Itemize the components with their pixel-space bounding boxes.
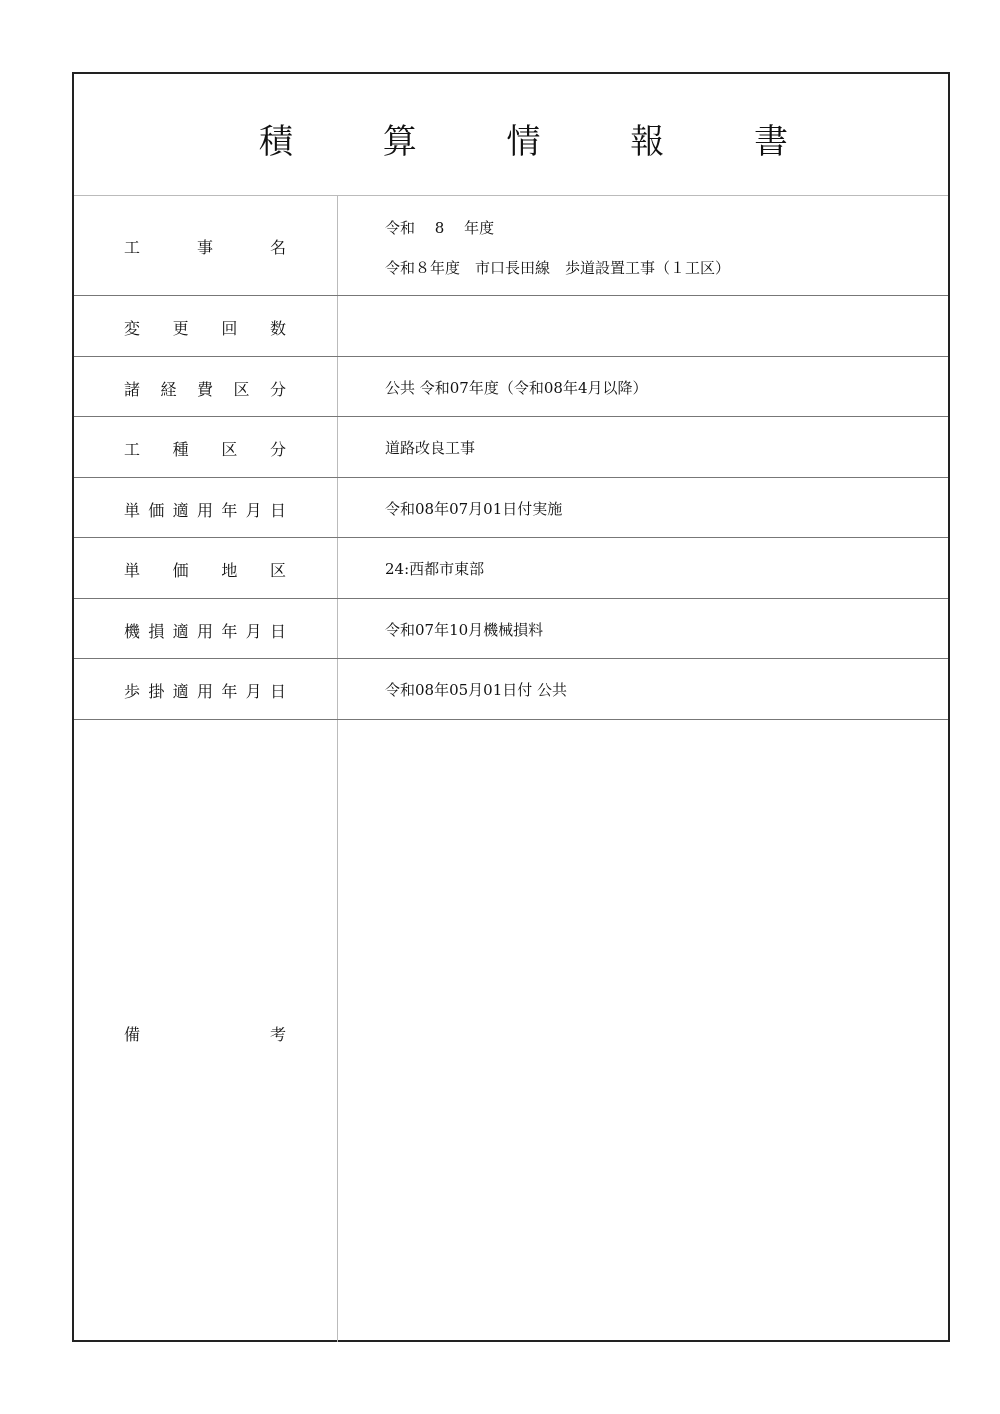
- document-title: [74, 114, 948, 163]
- label-unit-price-region: 単 価 地 区: [124, 561, 286, 580]
- title-row: [74, 74, 948, 196]
- title-char: 情: [506, 122, 541, 162]
- title-char: 報: [630, 122, 665, 162]
- title-char: 算: [382, 122, 417, 162]
- label-remarks: 備 考: [124, 1025, 286, 1044]
- value-work-type: 道路改良工事: [385, 439, 476, 457]
- value-fiscal-year: 令和 8 年度: [385, 219, 495, 237]
- value-labor-rate-date: 令和08年05月01日付 公共: [385, 681, 568, 699]
- value-unit-price-date: 令和08年07月01日付実施: [385, 500, 563, 518]
- row-remarks: [74, 720, 948, 1342]
- value-project-name: 令和８年度 市口長田線 歩道設置工事（１工区）: [385, 259, 731, 277]
- label-work-type: 工 種 区 分: [124, 440, 286, 459]
- label-project-name: 工 事 名: [124, 238, 286, 257]
- title-char: 積: [259, 122, 293, 162]
- label-change-count: 変 更 回 数: [124, 319, 286, 338]
- value-machine-loss-date: 令和07年10月機械損料: [385, 621, 544, 639]
- row-work-type: [74, 417, 948, 478]
- label-machine-loss-date: 機 損 適 用 年 月 日: [124, 622, 286, 641]
- row-machine-loss-date: [74, 599, 948, 659]
- row-change-count: [74, 296, 948, 357]
- row-project-name: [74, 195, 948, 296]
- row-labor-rate-date: [74, 659, 948, 720]
- label-labor-rate-date: 歩 掛 適 用 年 月 日: [124, 682, 286, 701]
- row-unit-price-date: [74, 478, 948, 538]
- document-frame: [72, 72, 950, 1342]
- label-unit-price-date: 単 価 適 用 年 月 日: [124, 501, 286, 520]
- value-unit-price-region: 24:西都市東部: [385, 560, 485, 578]
- row-unit-price-region: [74, 538, 948, 599]
- value-overhead-category: 公共 令和07年度（令和08年4月以降）: [385, 379, 648, 397]
- title-char: 書: [754, 122, 788, 162]
- label-overhead-category: 諸 経 費 区 分: [124, 380, 286, 399]
- row-overhead-category: [74, 357, 948, 417]
